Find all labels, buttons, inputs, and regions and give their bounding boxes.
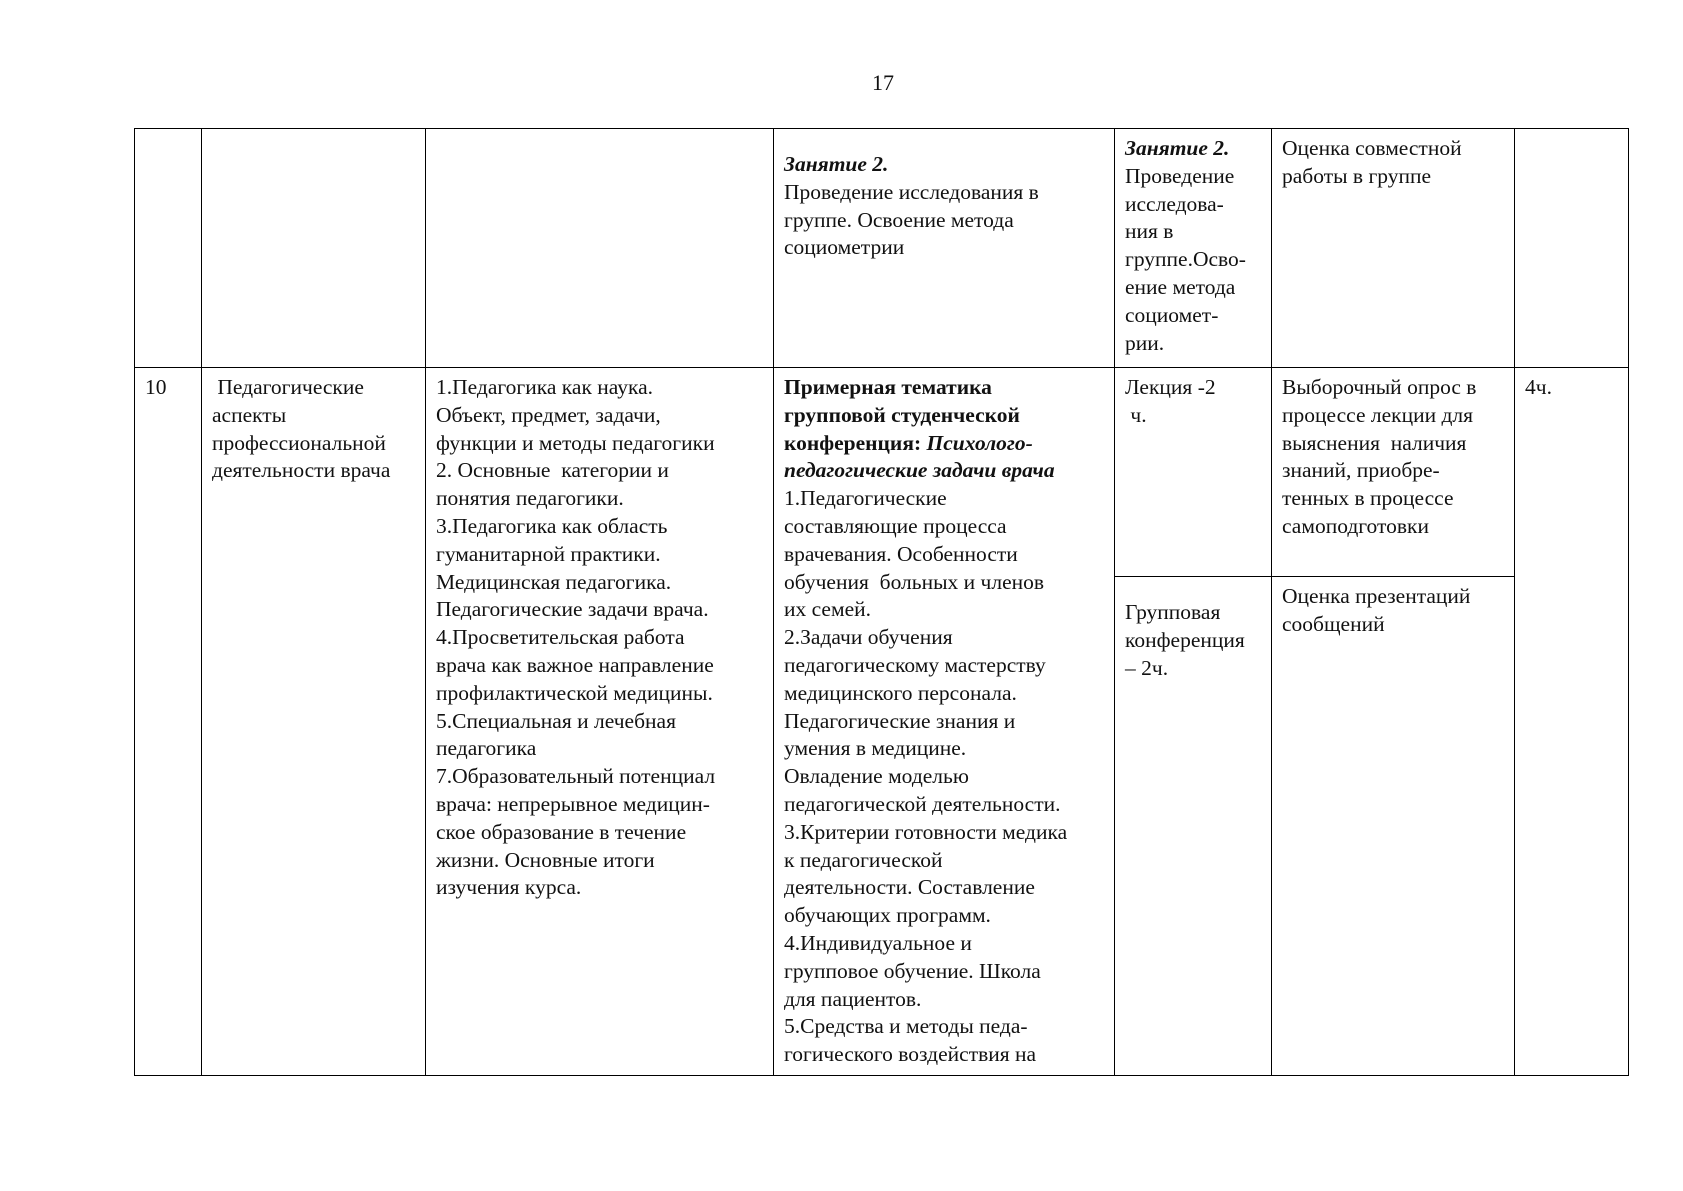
text-line: группе. Освоение метода xyxy=(784,207,1014,232)
text-line: ч. xyxy=(1125,402,1147,427)
row-number: 10 xyxy=(145,375,167,399)
text-line: деятельности врача xyxy=(212,458,391,483)
text-line: – 2ч. xyxy=(1125,655,1169,680)
text-line: 4.Индивидуальное и xyxy=(784,930,972,955)
cell-control xyxy=(1272,129,1515,368)
text-line: работы в группе xyxy=(1282,163,1432,188)
text-line: исследова- xyxy=(1125,191,1224,216)
conference-theme: Психолого- xyxy=(926,430,1033,455)
text-line: профилактической медицины. xyxy=(436,680,713,705)
cell-lecture-form xyxy=(1115,368,1272,577)
text-line: педагогической деятельности. xyxy=(784,791,1061,816)
text-line: Групповая xyxy=(1125,600,1221,624)
text-line: Медицинская педагогика. xyxy=(436,569,672,594)
cell-conference-form xyxy=(1115,577,1272,1076)
text-line: Оценка совместной xyxy=(1282,136,1462,160)
text-line: медицинского персонала. xyxy=(784,680,1017,705)
text-line: сообщений xyxy=(1282,611,1385,636)
text-line: социометрии xyxy=(784,235,905,260)
text-line: группе.Осво- xyxy=(1125,247,1246,272)
text-line: Выборочный опрос в xyxy=(1282,375,1477,399)
text-line: профессиональной xyxy=(212,430,386,455)
cell-lesson-form xyxy=(1115,129,1272,368)
text-line: выяснения наличия xyxy=(1282,430,1467,455)
text-line: ния в xyxy=(1125,219,1174,244)
curriculum-table xyxy=(134,128,1629,1076)
text-line: гогического воздействия на xyxy=(784,1042,1037,1067)
text-line: врача: непрерывное медицин- xyxy=(436,791,710,816)
text-line: тенных в процессе xyxy=(1282,486,1454,511)
cell-lecture-control xyxy=(1272,368,1515,577)
text-line: деятельности. Составление xyxy=(784,875,1035,900)
cell-number-empty xyxy=(135,129,202,368)
hours-value: 4ч. xyxy=(1525,375,1552,399)
text-line: обучения больных и членов xyxy=(784,569,1045,594)
text-line: врача как важное направление xyxy=(436,652,714,677)
text-line: Проведение исследования в xyxy=(784,179,1039,204)
cell-number xyxy=(135,368,202,1076)
cell-section-empty xyxy=(202,129,426,368)
cell-conference-topics xyxy=(774,368,1115,1076)
text-line: составляющие процесса xyxy=(784,513,1007,538)
conference-heading: групповой студенческой xyxy=(784,402,1020,427)
text-line: 3.Критерии готовности медика xyxy=(784,819,1068,844)
text-line: 2.Задачи обучения xyxy=(784,625,953,650)
text-line: ение метода xyxy=(1125,274,1236,299)
text-line: педагогическому мастерству xyxy=(784,652,1046,677)
text-line: педагогика xyxy=(436,736,537,761)
text-line: изучения курса. xyxy=(436,875,582,900)
cell-section xyxy=(202,368,426,1076)
text-line: 2. Основные категории и xyxy=(436,458,669,483)
table-row-10 xyxy=(135,368,1629,577)
text-line: Лекция -2 xyxy=(1125,375,1216,399)
text-line: Педагогические xyxy=(212,375,364,399)
cell-hours-empty xyxy=(1515,129,1629,368)
text-line: умения в медицине. xyxy=(784,736,967,761)
text-line: Педагогические задачи врача. xyxy=(436,597,709,622)
text-line: для пациентов. xyxy=(784,986,922,1011)
text-line: 3.Педагогика как область xyxy=(436,513,668,538)
cell-content xyxy=(426,368,774,1076)
cell-lesson-topic xyxy=(774,129,1115,368)
text-line: рии. xyxy=(1125,330,1165,355)
text-line: 5.Специальная и лечебная xyxy=(436,708,676,733)
text-line: врачевания. Особенности xyxy=(784,541,1018,566)
text-line: функции и методы педагогики xyxy=(436,430,715,455)
text-line: конференция xyxy=(1125,627,1245,652)
conference-theme: педагогические задачи врача xyxy=(784,458,1055,483)
lesson-title: Занятие 2. xyxy=(1125,136,1230,160)
text-line: их семей. xyxy=(784,597,872,622)
text-line: ское образование в течение xyxy=(436,819,687,844)
text-line: Объект, предмет, задачи, xyxy=(436,402,661,427)
cell-conference-control xyxy=(1272,577,1515,1076)
text-line: Педагогические знания и xyxy=(784,708,1016,733)
text-line: к педагогической xyxy=(784,847,943,872)
conference-heading: Примерная тематика xyxy=(784,375,992,399)
text-line: понятия педагогики. xyxy=(436,486,624,511)
text-line: жизни. Основные итоги xyxy=(436,847,655,872)
text-line: 7.Образовательный потенциал xyxy=(436,764,716,789)
conference-heading-prefix: конференция: xyxy=(784,430,927,455)
cell-hours xyxy=(1515,368,1629,1076)
text-line: аспекты xyxy=(212,402,287,427)
cell-content-empty xyxy=(426,129,774,368)
text-line: гуманитарной практики. xyxy=(436,541,661,566)
text-line: групповое обучение. Школа xyxy=(784,958,1041,983)
text-line: Оценка презентаций xyxy=(1282,584,1471,608)
text-line: самоподготовки xyxy=(1282,513,1429,538)
text-line: 1.Педагогические xyxy=(784,486,947,511)
text-line: 5.Средства и методы педа- xyxy=(784,1014,1028,1039)
text-line: знаний, приобре- xyxy=(1282,458,1440,483)
text-line: обучающих программ. xyxy=(784,903,991,928)
lesson-title: Занятие 2. xyxy=(784,152,889,176)
text-line: 4.Просветительская работа xyxy=(436,625,685,650)
text-line: Овладение моделью xyxy=(784,764,969,789)
page-number: 17 xyxy=(872,70,894,95)
text-line: Проведение xyxy=(1125,163,1235,188)
text-line: социомет- xyxy=(1125,302,1219,327)
table-row-continued xyxy=(135,129,1629,368)
text-line: процессе лекции для xyxy=(1282,402,1474,427)
text-line: 1.Педагогика как наука. xyxy=(436,375,654,399)
